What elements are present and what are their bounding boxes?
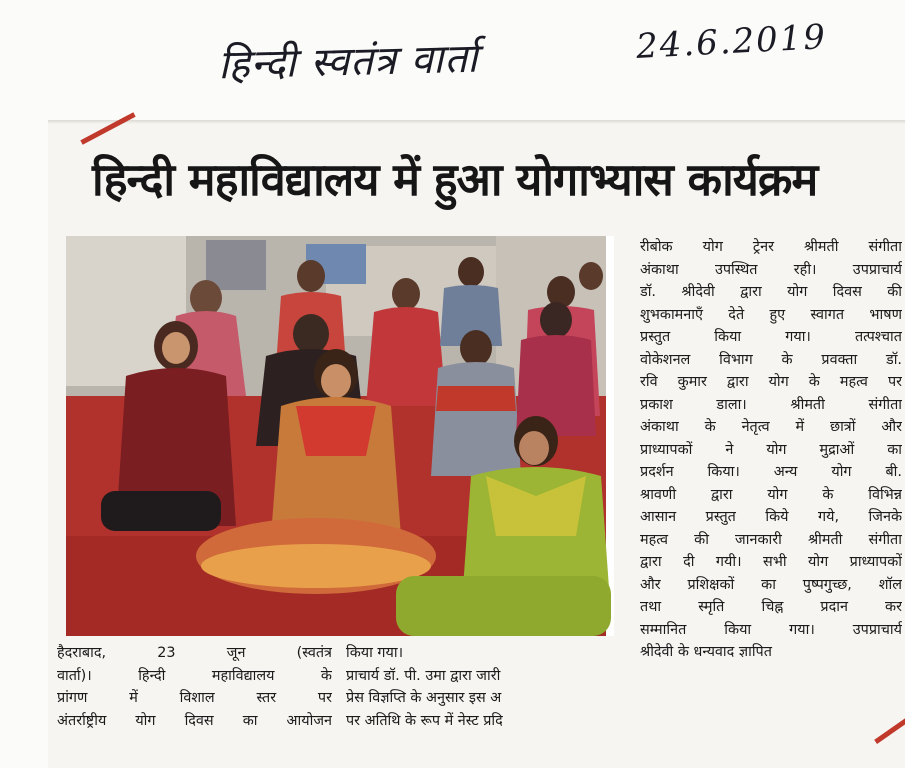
article-line: अंतर्राष्ट्रीय योग दिवस का आयोजन <box>57 712 332 729</box>
article-line: प्रदर्शन किया। अन्य योग बी. <box>640 464 902 480</box>
handwritten-date: 24.6.2019 <box>635 17 828 67</box>
article-line: किया गया। <box>346 645 404 661</box>
article-line: श्रीदेवी के धन्यवाद ज्ञापित <box>640 644 772 660</box>
article-line: प्रस्तुत किया गया। तत्पश्चात <box>640 329 902 345</box>
article-line: डॉ. श्रीदेवी द्वारा योग दिवस की <box>640 284 902 300</box>
article-column-right <box>640 236 902 664</box>
article-line: प्रांगण में विशाल स्तर पर <box>57 690 332 706</box>
article-headline: हिन्दी महाविद्यालय में हुआ योगाभ्यास कार्यक्रम <box>92 153 818 206</box>
article-line: प्राध्यापकों ने योग मुद्राओं का <box>640 441 902 458</box>
article-line: तथा स्मृति चिह्न प्रदान कर <box>640 599 902 615</box>
article-line: वार्ता)। हिन्दी महाविद्यालय के <box>57 667 332 684</box>
handwritten-source-note: हिन्दी स्वतंत्र वार्ता <box>217 35 480 89</box>
article-line: अंकाथा उपस्थित रही। उपप्राचार्य <box>640 261 902 278</box>
article-line: पर अतिथि के रूप में नेस्ट प्रदि <box>346 712 503 729</box>
article-line: शुभकामनाएँ देते हुए स्वागत भाषण <box>640 306 902 323</box>
article-line: आसान प्रस्तुत किये गये, जिनके <box>640 509 902 525</box>
article-line: महत्व की जानकारी श्रीमती संगीता <box>640 531 902 548</box>
article-line: रीबोक योग ट्रेनर श्रीमती संगीता <box>640 239 902 255</box>
article-column-left <box>57 642 332 732</box>
article-line: रवि कुमार द्वारा योग के महत्व पर <box>640 374 902 390</box>
article-line: सम्मानित किया गया। उपप्राचार्य <box>640 621 902 638</box>
yoga-session-photo-illustration <box>66 236 614 636</box>
article-line: अंकाथा के नेतृत्व में छात्रों और <box>640 419 902 435</box>
article-line: प्रकाश डाला। श्रीमती संगीता <box>640 396 902 413</box>
article-line: हैदराबाद, 23 जून (स्वतंत्र <box>57 645 332 661</box>
article-line: प्राचार्य डॉ. पी. उमा द्वारा जारी <box>346 667 501 684</box>
article-line: श्रावणी द्वारा योग के विभिन्न <box>640 486 902 503</box>
article-line: द्वारा दी गयी। सभी योग प्राध्यापकों <box>640 554 902 570</box>
article-line: प्रेस विज्ञप्ति के अनुसार इस अ <box>346 690 502 706</box>
clipping-edge <box>48 120 905 124</box>
article-line: और प्रशिक्षकों का पुष्पगुच्छ, शॉल <box>640 576 902 593</box>
article-column-middle <box>346 642 608 732</box>
article-line: वोकेशनल विभाग के प्रवक्ता डॉ. <box>640 351 902 368</box>
article-photo <box>66 236 614 636</box>
